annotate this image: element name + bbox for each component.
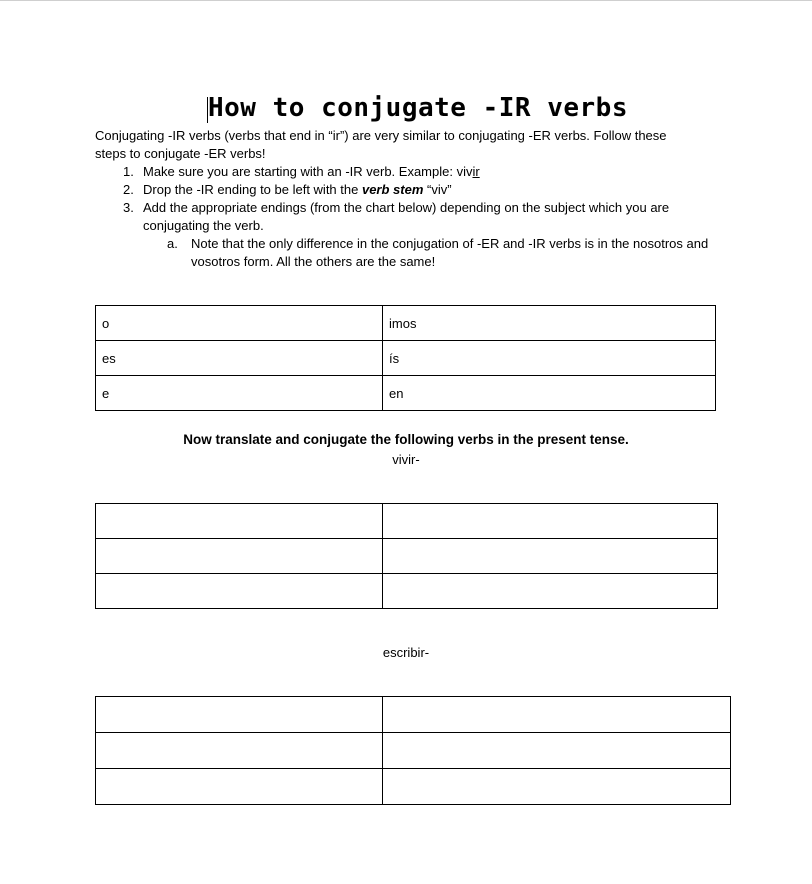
answer-cell[interactable]: [383, 539, 718, 574]
substep-text: Note that the only difference in the conjugation of -ER and -IR verbs is in the nosotros and vosotros form. All the others are the same!: [191, 236, 709, 269]
answer-cell[interactable]: [383, 574, 718, 609]
steps-list: [95, 163, 715, 271]
instruction-heading: Now translate and conjugate the following verbs in the present tense.: [183, 432, 629, 447]
table-row: [96, 504, 718, 539]
answer-cell[interactable]: [383, 504, 718, 539]
escribir-answer-table: [95, 696, 731, 805]
table-row: [96, 574, 718, 609]
table-row: [96, 341, 716, 376]
table-cell: o: [96, 306, 383, 341]
list-item: [95, 199, 715, 235]
verb-label-escribir: escribir-: [382, 645, 430, 660]
page-top-border: [0, 0, 812, 1]
answer-cell[interactable]: [383, 733, 731, 769]
table-row: [96, 539, 718, 574]
substep-letter: a.: [167, 236, 178, 251]
step-number: 3.: [123, 200, 134, 215]
table-cell: es: [96, 341, 383, 376]
table-row: [96, 697, 731, 733]
step-number: 2.: [123, 182, 134, 197]
answer-cell[interactable]: [96, 504, 383, 539]
sub-list-item: [95, 235, 715, 271]
answer-cell[interactable]: [96, 697, 383, 733]
answer-cell[interactable]: [383, 769, 731, 805]
vivir-answer-table: [95, 503, 718, 609]
step-text: Make sure you are starting with an -IR verb. Example: viv: [143, 164, 473, 179]
endings-table: [95, 305, 716, 411]
answer-cell[interactable]: [96, 539, 383, 574]
answer-cell[interactable]: [96, 733, 383, 769]
step-number: 1.: [123, 164, 134, 179]
table-cell: imos: [383, 306, 716, 341]
table-row: [96, 769, 731, 805]
table-row: [96, 376, 716, 411]
answer-cell[interactable]: [96, 574, 383, 609]
table-cell: en: [383, 376, 716, 411]
answer-cell[interactable]: [96, 769, 383, 805]
step-text: Add the appropriate endings (from the chart below) depending on the subject which you are conjugating the verb.: [143, 200, 670, 233]
table-row: [96, 733, 731, 769]
answer-cell[interactable]: [383, 697, 731, 733]
bold-italic-text: verb stem: [361, 182, 424, 197]
table-cell: ís: [383, 341, 716, 376]
table-row: [96, 306, 716, 341]
verb-label-vivir: vivir-: [392, 452, 420, 467]
list-item: [95, 181, 715, 199]
list-item: [95, 163, 715, 181]
step-text: Drop the -IR ending to be left with the: [143, 182, 362, 197]
underlined-text: ir: [472, 164, 480, 179]
step-text: “viv”: [423, 182, 452, 197]
table-cell: e: [96, 376, 383, 411]
page-title: How to conjugate -IR verbs: [208, 93, 628, 123]
intro-paragraph: Conjugating -IR verbs (verbs that end in “ir”) are very similar to conjugating -ER verbs. Follow these steps to conjugate -ER verbs!: [95, 128, 667, 161]
